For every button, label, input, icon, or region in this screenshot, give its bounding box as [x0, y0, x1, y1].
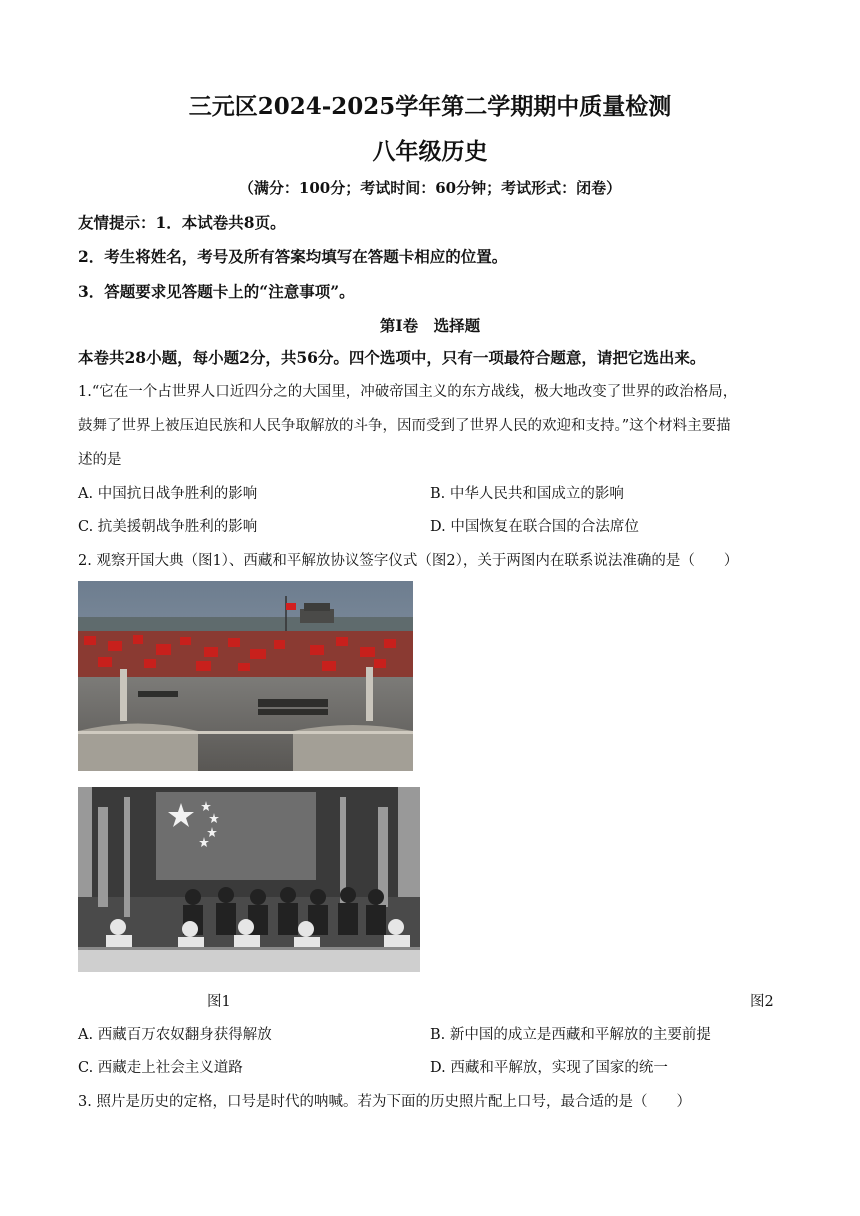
q3-stem: 3. 照片是历史的定格，口号是时代的呐喊。若为下面的历史照片配上口号，最合适的是（ ） — [78, 1094, 691, 1110]
section-title: 第Ⅰ卷 选择题 — [379, 316, 481, 335]
q2-option-c: C. 西藏走上社会主义道路 — [78, 1060, 243, 1076]
q1-stem-line-1: 1.“它在一个占世界人口近四分之的大国里，冲破帝国主义的东方战线，极大地改变了世界的政治格局， — [78, 384, 738, 400]
q2-option-d: D. 西藏和平解放，实现了国家的统一 — [430, 1060, 668, 1076]
q1-option-c: C. 抗美援朝战争胜利的影响 — [78, 519, 258, 535]
exam-info: （满分：100分；考试时间：60分钟；考试形式：闭卷） — [238, 179, 622, 197]
exam-title: 三元区2024-2025学年第二学期期中质量检测 — [188, 93, 672, 120]
founding-ceremony-photo — [78, 581, 413, 771]
q1-stem-line-3: 述的是 — [78, 452, 122, 468]
figure-2-caption: 图2 — [750, 994, 774, 1010]
tibet-agreement-signing-photo — [78, 787, 420, 972]
subject-title: 八年级历史 — [372, 138, 488, 165]
q1-stem-line-2: 鼓舞了世界上被压迫民族和人民争取解放的斗争，因而受到了世界人民的欢迎和支持。”这个材料主要描 — [78, 418, 731, 434]
tip-1: 友情提示：1．本试卷共8页。 — [78, 213, 286, 232]
q1-option-d: D. 中国恢复在联合国的合法席位 — [430, 519, 639, 535]
tip-2: 2．考生将姓名，考号及所有答案均填写在答题卡相应的位置。 — [78, 247, 508, 266]
section-instruction: 本卷共28小题，每小题2分，共56分。四个选项中，只有一项最符合题意，请把它选出来。 — [78, 348, 706, 367]
figure-1-caption: 图1 — [207, 994, 231, 1010]
q1-option-a: A. 中国抗日战争胜利的影响 — [78, 486, 258, 502]
q2-stem: 2. 观察开国大典（图1）、西藏和平解放协议签字仪式（图2），关于两图内在联系说法准确的是（ ） — [78, 553, 739, 569]
q2-option-a: A. 西藏百万农奴翻身获得解放 — [78, 1027, 272, 1043]
q1-option-b: B. 中华人民共和国成立的影响 — [430, 486, 624, 502]
q2-option-b: B. 新中国的成立是西藏和平解放的主要前提 — [430, 1027, 711, 1043]
tip-3: 3．答题要求见答题卡上的“注意事项”。 — [78, 282, 355, 301]
